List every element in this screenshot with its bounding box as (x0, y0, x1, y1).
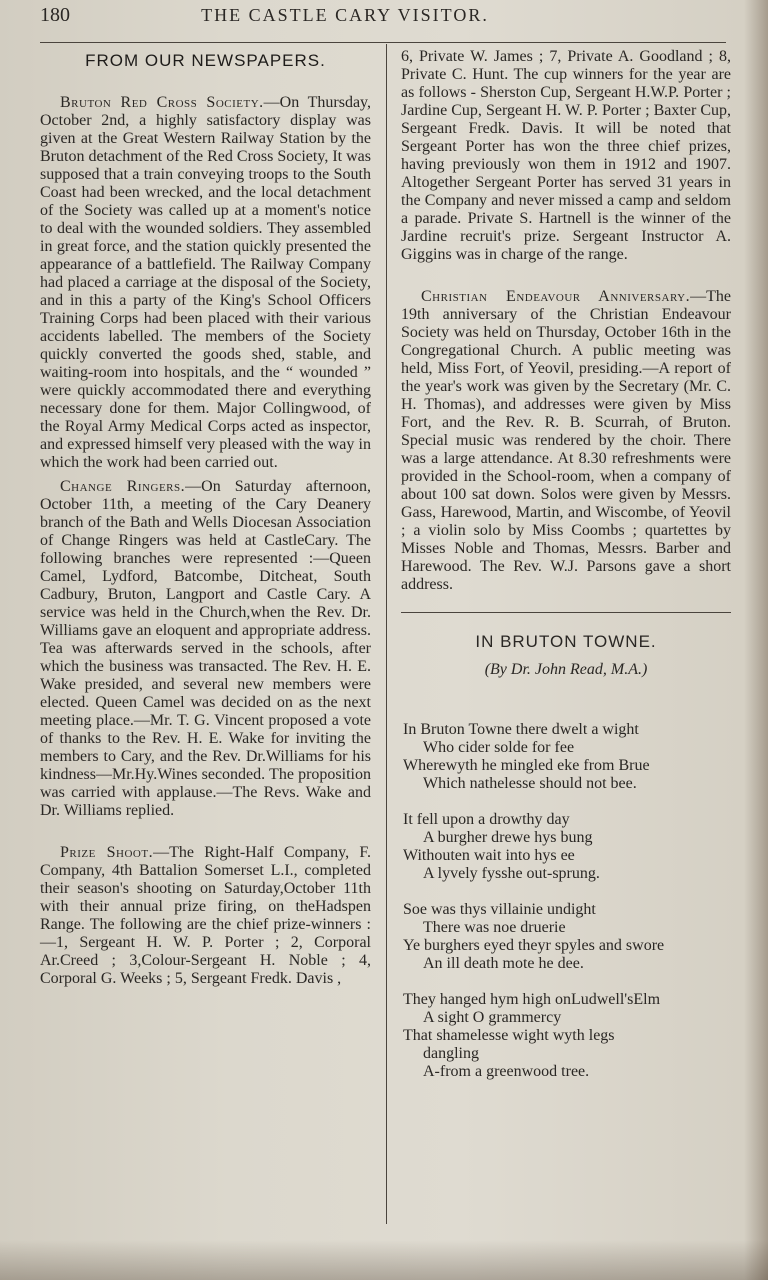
left-column (40, 50, 371, 988)
poem-line: An ill death mote he dee. (423, 955, 584, 972)
poem-line: A-from a greenwood tree. (423, 1063, 590, 1080)
page-header (40, 4, 740, 30)
article-christian-endeavour (401, 288, 731, 594)
poem-line: There was noe druerie (423, 919, 566, 936)
poem-line: Ye burghers eyed theyr spyles and swore (403, 937, 665, 954)
poem-line: A lyvely fysshe out-sprung. (423, 865, 600, 882)
poem-line: Wherewyth he mingled eke from Brue (403, 757, 650, 774)
poem-line: Soe was thys villainie undight (403, 901, 596, 918)
poem-stanza (403, 811, 731, 883)
poem-line: In Bruton Towne there dwelt a wight (403, 721, 639, 738)
poem-line: dangling (423, 1045, 479, 1062)
article-body: —On Thursday, October 2nd, a highly satisfactory display was given at the Great Western Railway Station by the Bruton detachment of the Red Cross Society, It was supposed that a train conveying troops to the South Coast had been wrecked, and the local detachment of the Society was called up at a moment's notice to deal with the wounded soldiers. They assembled in great force, and the station quickly presented the appearance of a battlefield. The Railway Company had placed a carriage at the disposal of the Society, and in this a party of the King's School Officers Training Corps had been placed with their various accidents labelled. The members of the Society quickly converted the goods shed, stable, and waiting-room into hospitals, and the “ wounded ” were quickly accommodated there and everything necessary done for them. Major Collingwood, of the Royal Army Medical Corps acted as inspector, and expressed himself very pleased with the way in which the work had been carried out. (40, 94, 372, 471)
page-edge-shadow (744, 0, 768, 1280)
poem-line: It fell upon a drowthy day (403, 811, 570, 828)
article-lead: Christian Endeavour Anniversary. (421, 288, 691, 305)
article-body: —The Right-Half Company, F. Company, 4th Battalion Somerset L.I., completed their season's shooting on Saturday,October 11th with their annual prize firing, on theHadspen Range. The following are the chief prize-winners :—1, Sergeant H. W. P. Porter ; 2, Corporal Ar.Creed ; 3,Colour-Sergeant H. Noble ; 4, Corporal G. Weeks ; 5, Sergeant Fredk. Davis , (40, 844, 371, 987)
right-column (401, 48, 731, 1099)
running-title: THE CASTLE CARY VISITOR. (201, 5, 489, 25)
page-bottom-shadow (0, 1240, 768, 1280)
article-change-ringers (40, 478, 371, 820)
article-lead: Change Ringers. (60, 478, 186, 495)
header-rule (40, 42, 726, 43)
poem-title: IN BRUTON TOWNE. (475, 632, 657, 651)
poem-line: A sight O grammercy (423, 1009, 562, 1026)
article-prize-shoot (40, 844, 371, 988)
article-lead: Bruton Red Cross Society. (60, 94, 264, 111)
poem-stanza (403, 901, 731, 973)
poem-line: Withouten wait into hys ee (403, 847, 575, 864)
article-lead: Prize Shoot. (60, 844, 154, 861)
poem-line: A burgher drewe hys bung (423, 829, 593, 846)
prize-shoot-continuation: 6, Private W. James ; 7, Private A. Goodland ; 8, Private C. Hunt. The cup winners for the year are as follows - Sherston Cup, Sergeant H.W.P. Porter ; Jardine Cup, Sergeant H. W. P. Porter ; Baxter Cup, Sergeant Fredk. Davis. It will be noted that Sergeant Porter has won the three chief prizes, having previously won them in 1912 and 1907. Altogether Sergeant Porter has served 31 years in the Company and never missed a camp and seldom a parade. Private S. Hartnell is the winner of the Jardine recruit's prize. Sergeant Instructor A. Giggins was in charge of the range. (401, 48, 731, 263)
section-rule (401, 612, 731, 613)
page-number: 180 (40, 4, 70, 26)
article-body: —The 19th anniversary of the Christian Endeavour Society was held on Thursday, October 16th in the Congregational Church. A public meeting was held, Miss Fort, of Yeovil, presiding.—A report of the year's work was given by the Secretary (Mr. C. H. Thomas), and addresses were given by Miss Fort, and the Rev. R. B. Scurrah, of Bruton. Special music was rendered by the choir. There was a large attendance. At 8.30 refreshments were provided in the School-room, when a company of about 100 sat down. Solos were given by Messrs. Gass, Harewood, Martin, and Wiscombe, of Yeovil ; a violin solo by Miss Coombs ; quartettes by Misses Noble and Thomas, Messrs. Barber and Harewood. The Rev. W.J. Parsons gave a short address. (401, 288, 731, 593)
poem-stanza (403, 991, 731, 1081)
poem-line: They hanged hym high onLudwell'sElm (403, 991, 661, 1008)
poem-line: Which nathelesse should not bee. (423, 775, 637, 792)
article-body: —On Saturday afternoon, October 11th, a meeting of the Cary Deanery branch of the Bath and Wells Diocesan Association of Change Ringers was held at CastleCary. The following branches were represented :—Queen Camel, Lydford, Batcombe, Ditcheat, South Cadbury, Bruton, Langport and Castle Cary. A service was held in the Church,when the Rev. Dr. Williams gave an eloquent and appropriate address. Tea was afterwards served in the schools, after which the business was transacted. The Rev. H. E. Wake presided, and several new members were elected. Queen Camel was decided on as the next meeting place.—Mr. T. G. Vincent proposed a vote of thanks to the Rev. H. E. Wake for inviting the members to Cary, and the Rev. Dr.Williams for his kindness—Mr.Hy.Wines seconded. The proposition was carried with applause.—The Revs. Wake and Dr. Williams replied. (40, 478, 371, 819)
poem-line: That shamelesse wight wyth legs (403, 1027, 615, 1044)
section-title: FROM OUR NEWSPAPERS. (85, 51, 326, 70)
poem-line: Who cider solde for fee (423, 739, 575, 756)
column-divider (386, 44, 387, 1224)
poem-byline: (By Dr. John Read, M.A.) (484, 661, 648, 678)
poem-stanza (403, 721, 731, 793)
article-bruton-red-cross (40, 94, 371, 472)
